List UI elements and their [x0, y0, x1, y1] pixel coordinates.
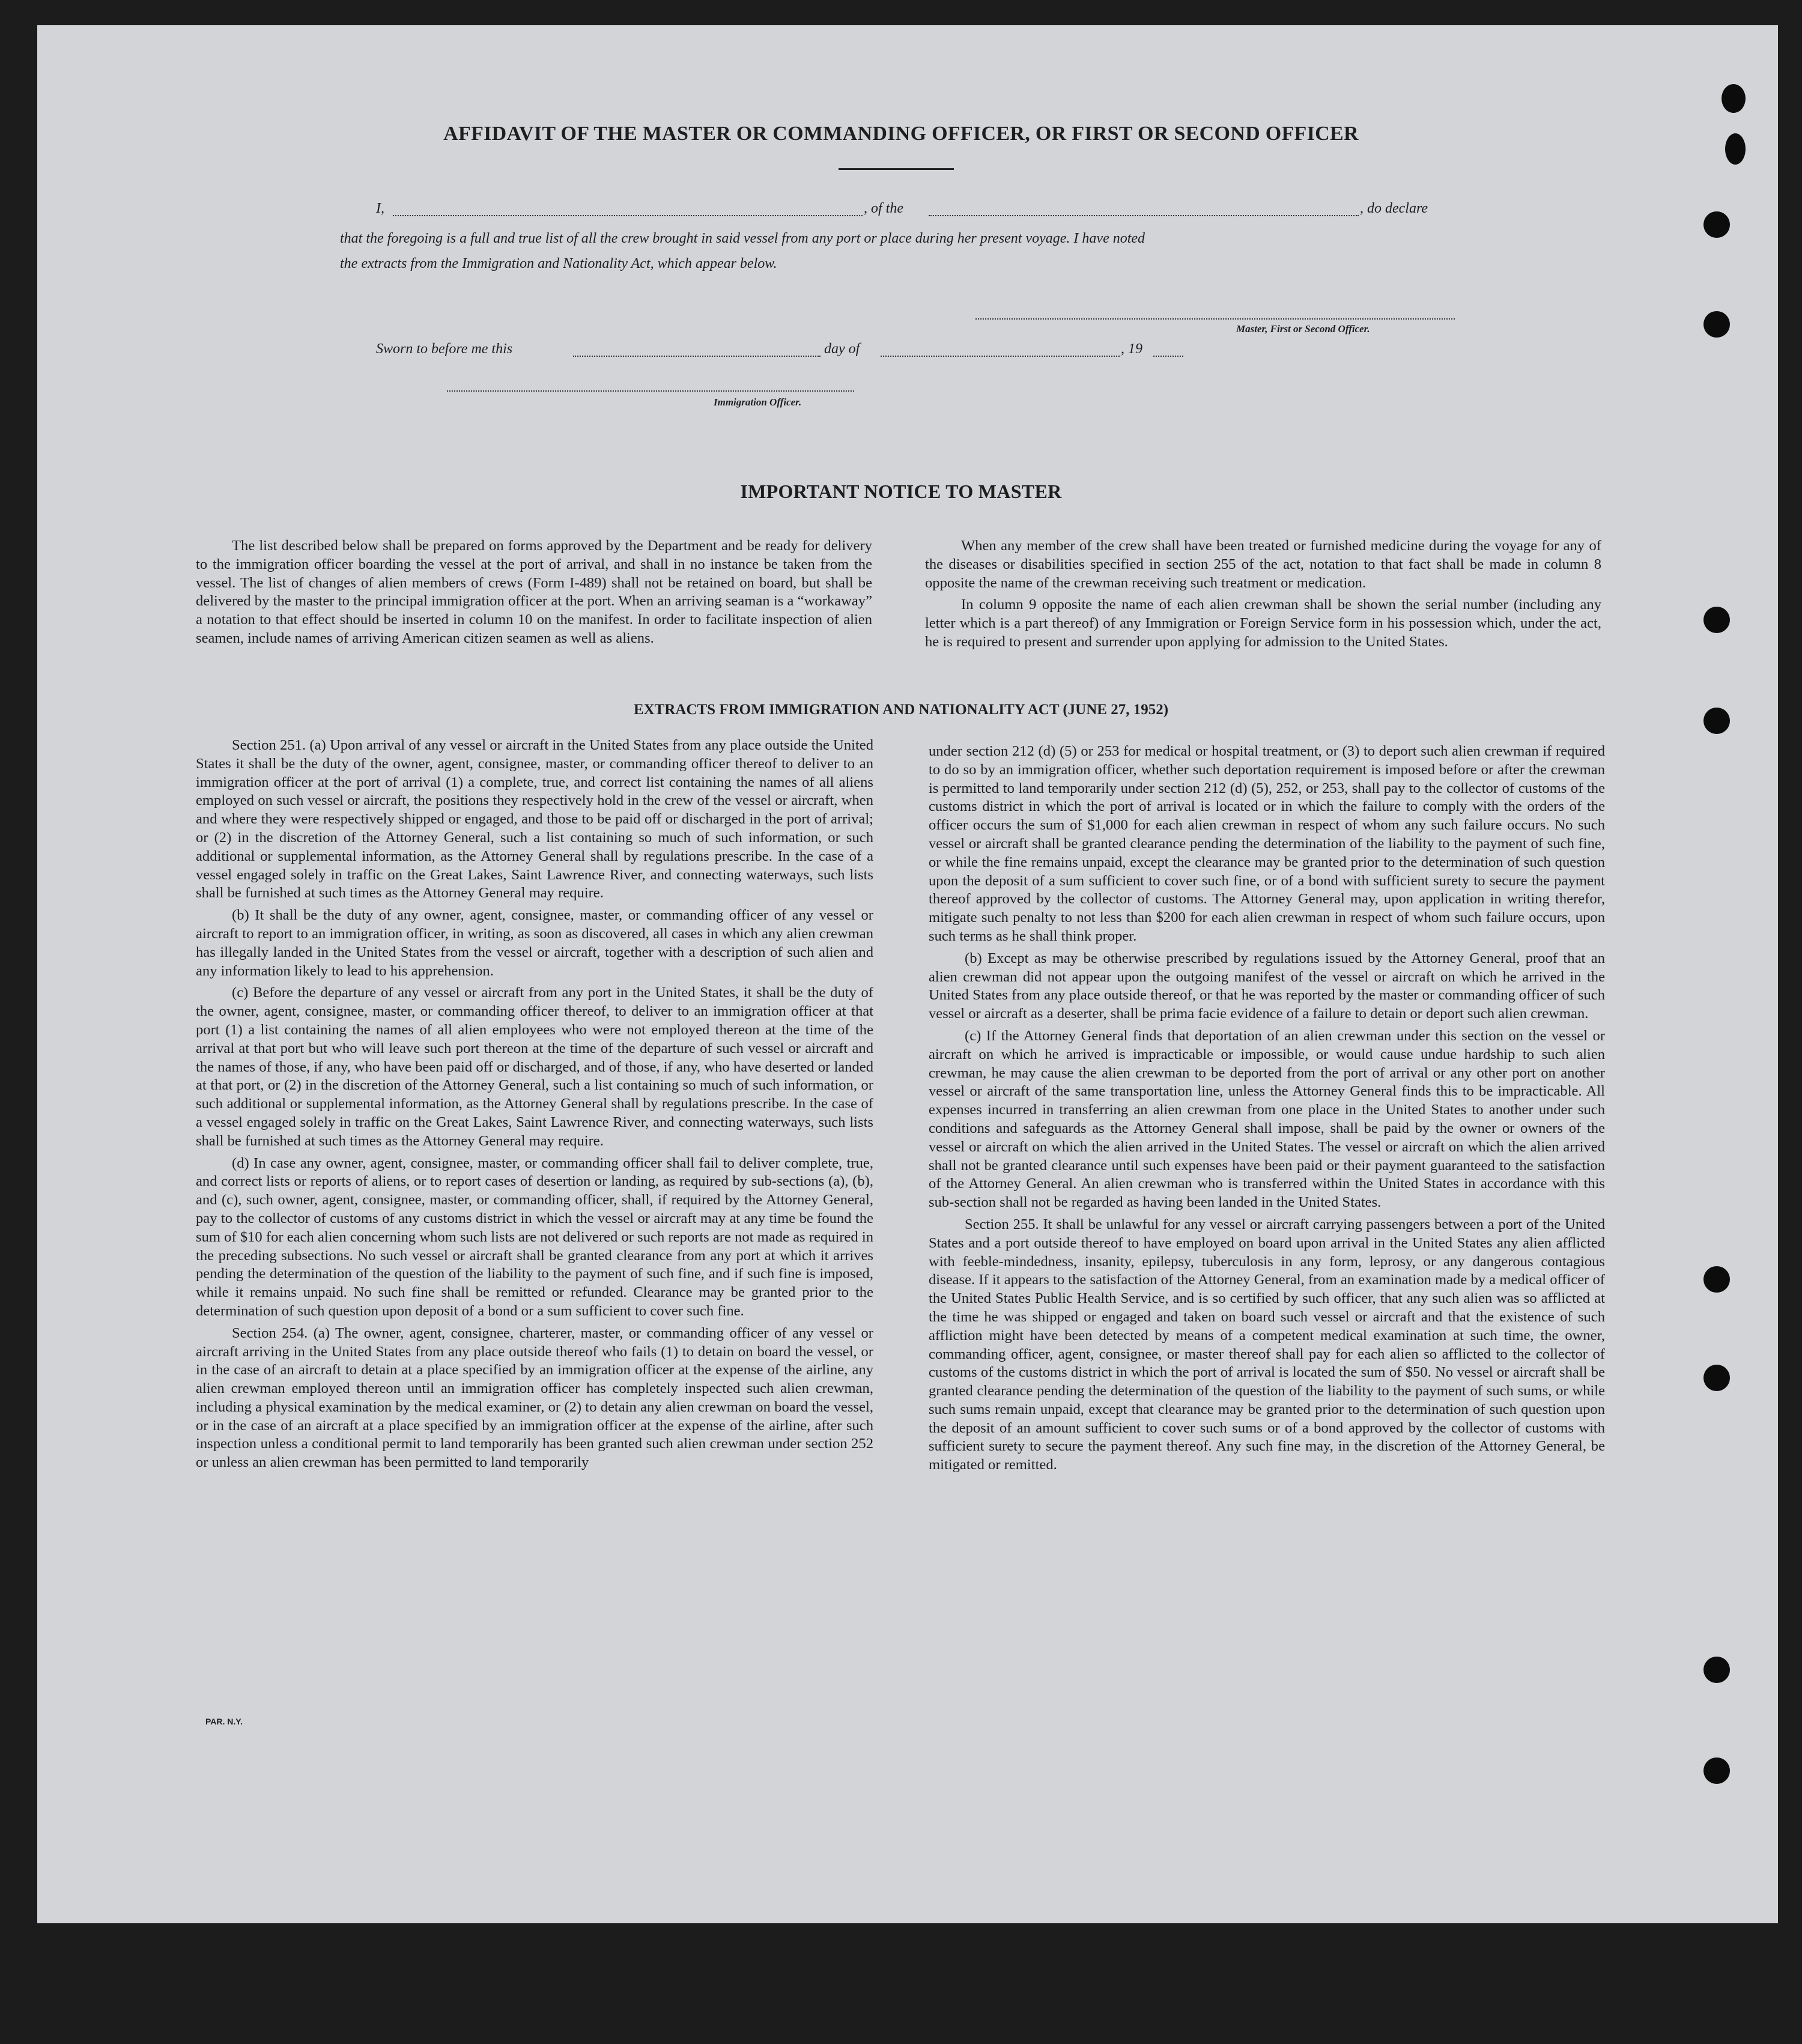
binder-hole: [1703, 1757, 1730, 1784]
immigration-officer-signature-line[interactable]: [447, 390, 854, 392]
master-signature-line[interactable]: [975, 318, 1455, 320]
printer-mark: PAR. N.Y.: [205, 1717, 243, 1726]
binder-hole: [1703, 1657, 1730, 1683]
affidavit-i-label: I,: [376, 201, 384, 216]
extracts-left-column: [196, 736, 873, 1476]
immigration-officer-label: Immigration Officer.: [714, 396, 802, 408]
title-rule: [839, 168, 954, 170]
day-of-label: day of: [824, 341, 860, 357]
master-signature-label: Master, First or Second Officer.: [1236, 323, 1370, 335]
binder-hole: [1703, 211, 1730, 238]
section-paragraph: Section 254. (a) The owner, agent, consignee, charterer, master, or commanding officer of any vessel or aircraft arriving in the United States from any place outside thereof who fails (1) to detain on board the vessel, or in the case of an aircraft to detain at a place specified by an immigration officer at the expense of the airline, any alien crewman employed thereon until an immigration officer has completely inspected such alien crewman, including a physical examination by the medical examiner, or (2) to detain any alien crewman on board the vessel, or in the case of an aircraft at a place specified by an immigration officer at the expense of the airline, after such inspection unless a conditional permit to land temporarily has been granted such alien crewman under section 252 or unless an alien crewman has been permitted to land temporarily: [196, 1324, 873, 1471]
year-blank[interactable]: [1153, 356, 1183, 357]
notice-right-column: [925, 537, 1601, 655]
binder-hole: [1703, 607, 1730, 633]
affidavit-declare-label: , do declare: [1360, 201, 1428, 216]
affidavit-title: AFFIDAVIT OF THE MASTER OR COMMANDING OFFICER, OR FIRST OR SECOND OFFICER: [443, 123, 1359, 145]
binder-hole: [1703, 1365, 1730, 1391]
affidavit-line-3: the extracts from the Immigration and Nationality Act, which appear below.: [340, 256, 777, 271]
extracts-title: EXTRACTS FROM IMMIGRATION AND NATIONALITY ACT (JUNE 27, 1952): [633, 702, 1169, 718]
section-paragraph: (b) Except as may be otherwise prescribed by regulations issued by the Attorney General, proof that an alien crewman did not appear upon the outgoing manifest of the vessel or aircraft on which he arrived in the United States from any place outside thereof, or that he was reported by the master or commanding officer of such vessel or aircraft as a deserter, shall be prima facie evidence of a failure to detain or deport such alien crewman.: [929, 950, 1605, 1022]
year-label: , 19: [1121, 341, 1142, 357]
notice-paragraph: In column 9 opposite the name of each alien crewman shall be shown the serial number (including any letter which is a part thereof) of any Immigration or Foreign Service form in his possession which, under the act, he is required to present and surrender upon applying for admission to the United States.: [925, 596, 1601, 650]
section-paragraph: (c) If the Attorney General finds that deportation of an alien crewman under this section on the vessel or aircraft on which he arrived is impracticable or impossible, or would cause undue hardship to such alien crewman, he may cause the alien crewman to be deported from the port of arrival or any other port on another vessel or aircraft of the same transportation line, unless the Attorney General finds this to be impracticable. All expenses incurred in transferring an alien crewman from one place in the United States to another under such conditions and safeguards as the Attorney General shall impose, shall be paid by the owner or owners of the vessel or aircraft on which the alien arrived in the United States. The vessel or aircraft on which the alien arrived shall not be granted clearance until such expenses have been paid or their payment guaranteed to the satisfaction of the Attorney General. An alien crewman who is transferred within the United States in accordance with this sub-section shall not be regarded as having been landed in the United States.: [929, 1027, 1605, 1211]
affidavit-of-label: , of the: [864, 201, 903, 216]
binder-hole: [1722, 84, 1746, 113]
sworn-label: Sworn to before me this: [376, 341, 513, 357]
section-paragraph: Section 255. It shall be unlawful for any vessel or aircraft carrying passengers between a port of the United States and a port outside thereof to have employed on board upon arrival in the United States any alien afflicted with feeble-mindedness, insanity, epilepsy, tuberculosis in any form, leprosy, or any dangerous contagious disease. If it appears to the satisfaction of the Attorney General, from an examination made by a medical officer of the United States Public Health Service, and is so certified by such officer, that any such alien was so afflicted at the time he was shipped or engaged and taken on board such vessel or aircraft and that the existence of such affliction might have been detected by means of a competent medical examination at such time, the owner, commanding officer, agent, consignee, or master thereof shall pay for each alien so afflicted to the collector of customs of the customs district in which the port of arrival is located the sum of $50. No vessel or aircraft shall be granted clearance pending the determination of the question of the liability to the payment of such sums, or while such sums remain unpaid, except that clearance may be granted prior to the determination of such question upon the deposit of an amount sufficient to cover such sums or of a bond approved by the collector of customs with sufficient surety to secure the payment thereof. Any such fine may, in the discretion of the Attorney General, be mitigated or remitted.: [929, 1216, 1605, 1473]
section-paragraph: Section 251. (a) Upon arrival of any vessel or aircraft in the United States from any place outside the United States it shall be the duty of the owner, agent, consignee, master, or commanding officer thereof to deliver to an immigration officer at the port of arrival (1) a complete, true, and correct list containing the names of all aliens employed on such vessel or aircraft, the positions they respectively hold in the crew of the vessel or aircraft, when and where they were respectively shipped or engaged, and those to be paid off or discharged in the port of arrival; or (2) in the discretion of the Attorney General, such a list containing so much of such information, or such additional or supplemental information, as the Attorney General shall by regulations prescribe. In the case of a vessel engaged solely in traffic on the Great Lakes, Saint Lawrence River, and connecting waterways, such lists shall be furnished at such times as the Attorney General may require.: [196, 737, 873, 902]
binder-hole: [1703, 311, 1730, 338]
affidavit-line-2: that the foregoing is a full and true list of all the crew brought in said vessel from any port or place during her present voyage. I have noted: [340, 231, 1145, 246]
notice-title: IMPORTANT NOTICE TO MASTER: [740, 481, 1062, 502]
section-paragraph: (b) It shall be the duty of any owner, agent, consignee, master, or commanding officer of any vessel or aircraft to report to an immigration officer, in writing, as soon as discovered, all cases in which any alien crewman has illegally landed in the United States from the vessel or aircraft, together with a description of such alien and any information likely to lead to his apprehension.: [196, 907, 873, 979]
notice-left-column: [196, 537, 872, 652]
section-paragraph: (d) In case any owner, agent, consignee, master, or commanding officer shall fail to deliver complete, true, and correct lists or reports of aliens, or to report cases of desertion or landing, as required by sub-sections (a), (b), and (c), such owner, agent, consignee, master, or commanding officer, shall, if required by the Attorney General, pay to the collector of customs of any customs district in which the vessel or aircraft may at any time be found the sum of $10 for each alien concerning whom such lists are not delivered or such reports are not made as required in the preceding subsections. No such vessel or aircraft shall be granted clearance from any port at which it arrives pending the determination of the question of the liability to the payment of such fine, and if such fine is imposed, while it remains unpaid. No such fine shall be remitted or refunded. Clearance may be granted prior to the determination of such question upon deposit of a bond or a sum sufficient to cover such fine.: [196, 1154, 873, 1319]
notice-paragraph: When any member of the crew shall have been treated or furnished medicine during the voyage for any of the diseases or disabilities specified in section 255 of the act, notation to that fact shall be made in column 8 opposite the name of the crewman receiving such treatment or medication.: [925, 538, 1601, 591]
binder-hole: [1703, 1266, 1730, 1293]
month-blank[interactable]: [881, 356, 1120, 357]
sworn-date-blank[interactable]: [573, 356, 821, 357]
section-paragraph: (c) Before the departure of any vessel or aircraft from any port in the United States, it shall be the duty of the owner, agent, consignee, master, or commanding officer thereof, to deliver to an immigration officer at that port (1) a list containing the names of all alien employees who were not employed thereon at the time of the arrival at that port but who will leave such port thereon at the time of the departure of such vessel or aircraft and the names of those, if any, who have been paid off or discharged, and of those, if any, who have deserted or landed at that port, or (2) in the discretion of the Attorney General, such a list containing so much of such information, or such additional or supplemental information, as the Attorney General shall by regulations prescribe. In the case of a vessel engaged solely in traffic on the Great Lakes, Saint Lawrence River, and connecting waterways, such lists shall be furnished at such times as the Attorney General may require.: [196, 984, 873, 1149]
extracts-right-column: [929, 742, 1605, 1478]
notice-paragraph: The list described below shall be prepared on forms approved by the Department and be ready for delivery to the immigration officer boarding the vessel at the port of arrival, and shall in no instance be taken from the vessel. The list of changes of alien members of crews (Form I-489) shall not be retained on board, but shall be delivered by the master to the principal immigration officer at the port. When an arriving seaman is a “workaway” a notation to that effect should be inserted in column 10 on the manifest. In order to facilitate inspection of alien seamen, include names of arriving American citizen seamen as well as aliens.: [196, 538, 872, 646]
name-blank[interactable]: [393, 215, 863, 216]
section-paragraph: under section 212 (d) (5) or 253 for medical or hospital treatment, or (3) to deport such alien crewman if required to do so by an immigration officer, whether such deportation requirement is imposed before or after the crewman is permitted to land temporarily under section 212 (d) (5), 252, or 253, shall pay to the collector of customs of the customs district in which the port of arrival is located or in which the failure to comply with the orders of the officer occurs the sum of $1,000 for each alien crewman in respect of whom any such failure occurs. No such vessel or aircraft shall be granted clearance pending the determination of the liability to the payment of such fine, or while the fine remains unpaid, except the clearance may be granted prior to the determination of such question upon the deposit of a sum sufficient to cover such fine, or of a bond with sufficient surety to secure the payment thereof approved by the collector of customs. The Attorney General may, upon application in writing therefor, mitigate such penalty to not less than $200 for each alien crewman in respect of whom such failure occurs, upon such terms as he shall think proper.: [929, 743, 1605, 944]
vessel-blank[interactable]: [929, 215, 1359, 216]
